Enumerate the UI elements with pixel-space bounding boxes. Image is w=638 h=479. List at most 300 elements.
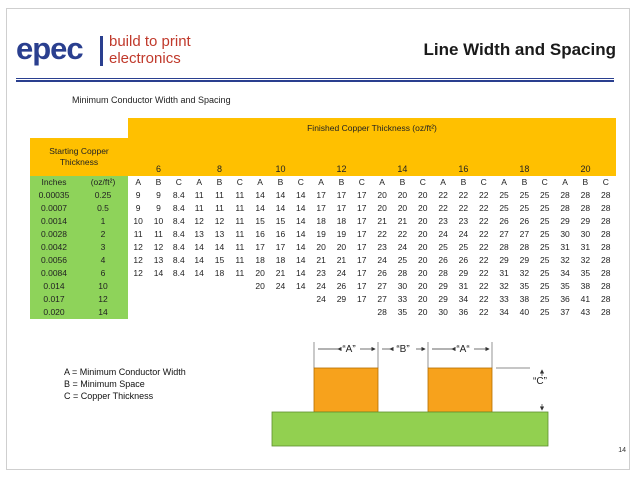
table-cell: 12 <box>133 268 143 278</box>
label-a-right: “A“ <box>456 344 470 355</box>
table-cell: 24 <box>438 229 448 239</box>
table-cell: 17 <box>357 294 367 304</box>
table-row <box>30 293 616 306</box>
table-cell: 30 <box>560 229 570 239</box>
table-cell: 26 <box>499 216 509 226</box>
table-cell <box>230 280 250 293</box>
table-cell: 20 <box>418 203 428 213</box>
col-header-c: C <box>419 177 426 187</box>
col-header-oz: (oz/ft²) <box>78 176 128 189</box>
table-cell: 25 <box>539 307 550 317</box>
table-cell: 14 <box>194 268 204 278</box>
table-cell <box>209 280 229 293</box>
table-cell: 29 <box>336 294 347 304</box>
header-rule-bottom <box>16 80 614 82</box>
table-cell: 20 <box>418 216 428 226</box>
col-header-a: A <box>562 177 568 187</box>
cell-oz: 10 <box>78 280 128 293</box>
table-cell: 17 <box>275 242 286 252</box>
table-cell: 11 <box>235 216 245 226</box>
table-cell: 17 <box>255 242 265 252</box>
cell-oz: 12 <box>78 293 128 306</box>
table-cell: 12 <box>133 242 143 252</box>
cell-oz: 0.5 <box>78 202 128 215</box>
table-cell: 25 <box>519 190 530 200</box>
finished-thickness-value: 16 <box>433 138 494 176</box>
table-cell: 31 <box>580 242 591 252</box>
table-cell: 10 <box>133 216 143 226</box>
table-cell: 14 <box>296 190 306 200</box>
col-header-a: A <box>318 177 324 187</box>
finished-thickness-value: 20 <box>555 138 616 176</box>
table-cell <box>230 293 250 306</box>
table-cell: 18 <box>336 216 347 226</box>
table-cell <box>169 280 189 293</box>
table-cell: 35 <box>519 281 530 291</box>
table-cell: 9 <box>135 203 141 213</box>
table-cell: 29 <box>458 268 469 278</box>
table-cell: 9 <box>135 190 141 200</box>
table-cell: 17 <box>336 190 347 200</box>
table-cell <box>291 306 311 319</box>
finished-thickness-value: 6 <box>128 138 189 176</box>
line-width-spacing-table <box>30 118 616 319</box>
table-cell <box>250 293 270 306</box>
table-cell: 14 <box>275 190 286 200</box>
table-cell: 20 <box>418 307 428 317</box>
table-cell: 22 <box>479 255 489 265</box>
table-cell: 17 <box>357 242 367 252</box>
table-cell: 28 <box>601 281 611 291</box>
col-header-b: B <box>582 177 589 187</box>
table-cell: 27 <box>499 229 509 239</box>
table-cell: 28 <box>601 216 611 226</box>
cell-oz: 4 <box>78 254 128 267</box>
table-cell: 26 <box>438 255 448 265</box>
table-cell: 11 <box>133 229 143 239</box>
table-cell: 22 <box>479 281 489 291</box>
table-cell: 19 <box>316 229 326 239</box>
table-cell: 21 <box>336 255 347 265</box>
table-cell: 8.4 <box>172 242 185 252</box>
table-cell: 25 <box>539 216 550 226</box>
substrate-base <box>272 412 548 446</box>
table-cell: 17 <box>357 229 367 239</box>
table-cell: 29 <box>438 294 448 304</box>
table-cell: 28 <box>377 307 387 317</box>
table-cell: 36 <box>458 307 469 317</box>
table-cell: 17 <box>316 203 326 213</box>
table-cell: 20 <box>418 242 428 252</box>
table-cell: 26 <box>458 255 469 265</box>
table-cell: 32 <box>499 281 509 291</box>
table-cell: 13 <box>194 229 204 239</box>
table-cell: 38 <box>580 281 591 291</box>
table-cell: 8.4 <box>172 190 185 200</box>
table-cell: 12 <box>153 242 164 252</box>
cell-inches: 0.0028 <box>30 228 78 241</box>
table-cell: 28 <box>601 294 611 304</box>
table-cell: 19 <box>336 229 347 239</box>
table-cell: 16 <box>275 229 286 239</box>
label-c: “C” <box>533 376 547 387</box>
table-row <box>30 215 616 228</box>
table-cell: 25 <box>539 281 550 291</box>
table-cell <box>128 293 148 306</box>
table-cell <box>291 293 311 306</box>
table-cell: 22 <box>458 203 469 213</box>
label-b: “B” <box>396 344 410 355</box>
table-cell: 8.4 <box>172 216 185 226</box>
table-cell: 8.4 <box>172 255 185 265</box>
table-cell: 26 <box>336 281 347 291</box>
cell-oz: 1 <box>78 215 128 228</box>
finished-thickness-value: 10 <box>250 138 311 176</box>
table-cell: 21 <box>316 255 326 265</box>
table-cell: 20 <box>377 203 387 213</box>
cell-inches: 0.0056 <box>30 254 78 267</box>
table-cell: 25 <box>519 203 530 213</box>
table-cell: 18 <box>275 255 286 265</box>
table-cell: 24 <box>316 294 326 304</box>
starting-copper-header-line-2: Thickness <box>59 157 99 167</box>
table-cell: 25 <box>458 242 469 252</box>
page-number: 14 <box>618 447 626 454</box>
table-cell: 20 <box>418 255 428 265</box>
finished-thickness-value: 8 <box>189 138 250 176</box>
table-cell <box>189 293 209 306</box>
table-cell: 20 <box>397 203 408 213</box>
col-header-c: C <box>175 177 182 187</box>
table-cell: 11 <box>235 242 245 252</box>
table-cell: 37 <box>560 307 570 317</box>
table-cell: 22 <box>479 268 489 278</box>
table-cell: 17 <box>316 190 326 200</box>
table-cell: 25 <box>539 294 550 304</box>
table-cell: 35 <box>397 307 408 317</box>
table-cell: 25 <box>539 255 550 265</box>
table-cell: 11 <box>235 229 245 239</box>
table-cell: 22 <box>479 242 489 252</box>
table-cell: 14 <box>153 268 164 278</box>
table-cell <box>250 306 270 319</box>
table-cell: 11 <box>235 268 245 278</box>
table-cell: 24 <box>336 268 347 278</box>
table-cell: 41 <box>580 294 591 304</box>
table-cell: 22 <box>479 307 489 317</box>
legend-item-c: C = Copper Thickness <box>64 391 154 401</box>
table-cell: 26 <box>377 268 387 278</box>
table-cell <box>230 306 250 319</box>
table-cell: 32 <box>560 255 570 265</box>
table-cell: 24 <box>377 255 387 265</box>
table-cell: 11 <box>194 190 204 200</box>
col-header-b: B <box>338 177 345 187</box>
col-header-b: B <box>399 177 406 187</box>
col-header-a: A <box>135 177 141 187</box>
table-cell <box>128 280 148 293</box>
table-cell: 14 <box>296 203 306 213</box>
table-cell: 31 <box>560 242 570 252</box>
table-cell: 25 <box>438 242 448 252</box>
table-cell <box>270 306 290 319</box>
table-cell: 8.4 <box>172 229 185 239</box>
table-cell <box>209 293 229 306</box>
legend <box>64 366 186 402</box>
starting-copper-header-line-1: Starting Copper <box>49 146 109 156</box>
table-cell <box>169 293 189 306</box>
table-cell <box>311 306 331 319</box>
table-cell: 23 <box>438 216 448 226</box>
cell-inches: 0.0042 <box>30 241 78 254</box>
finished-thickness-value: 12 <box>311 138 372 176</box>
table-cell <box>169 306 189 319</box>
col-header-a: A <box>257 177 263 187</box>
finished-header-row <box>30 118 616 138</box>
table-cell: 25 <box>539 268 550 278</box>
table-row <box>30 202 616 215</box>
table-cell: 18 <box>214 268 225 278</box>
table-cell: 20 <box>336 242 347 252</box>
col-header-c: C <box>602 177 609 187</box>
table-cell: 14 <box>296 255 306 265</box>
table-cell: 22 <box>397 229 408 239</box>
col-header-b: B <box>521 177 528 187</box>
table-cell: 20 <box>418 294 428 304</box>
table-cell: 28 <box>580 203 591 213</box>
table-cell: 28 <box>601 307 611 317</box>
table-cell: 18 <box>255 255 265 265</box>
table-row <box>30 189 616 202</box>
col-header-c: C <box>541 177 548 187</box>
table-cell: 22 <box>438 190 448 200</box>
table-cell: 14 <box>296 216 306 226</box>
table-cell: 25 <box>539 203 550 213</box>
table-cell: 13 <box>153 255 164 265</box>
table-cell: 24 <box>316 281 326 291</box>
logo-divider <box>100 36 103 66</box>
finished-thickness-value: 14 <box>372 138 433 176</box>
table-cell: 15 <box>275 216 286 226</box>
table-cell: 20 <box>397 190 408 200</box>
slide-title: Line Width and Spacing <box>423 40 616 59</box>
table-cell: 17 <box>357 281 367 291</box>
table-cell: 36 <box>560 294 570 304</box>
table-cell: 14 <box>255 190 265 200</box>
table-cell: 14 <box>296 268 306 278</box>
cell-oz: 2 <box>78 228 128 241</box>
table-cell: 14 <box>255 203 265 213</box>
table-cell: 28 <box>601 229 611 239</box>
table-cell: 34 <box>499 307 509 317</box>
trace-spacing-diagram <box>268 334 568 454</box>
table-cell: 24 <box>458 229 469 239</box>
table-cell: 10 <box>153 216 164 226</box>
thickness-values-row <box>30 138 616 176</box>
table-cell: 11 <box>154 229 163 239</box>
table-cell: 23 <box>377 242 387 252</box>
table-cell: 25 <box>539 229 550 239</box>
column-label-row <box>30 176 616 189</box>
table-cell: 22 <box>479 294 489 304</box>
table-cell: 28 <box>397 268 408 278</box>
starting-copper-header <box>30 138 128 176</box>
col-header-c: C <box>480 177 487 187</box>
logo-tagline-line-1: build to print <box>109 33 191 50</box>
table-cell: 14 <box>275 203 286 213</box>
table-cell: 30 <box>580 229 591 239</box>
table-cell: 20 <box>418 190 428 200</box>
table-cell: 29 <box>519 255 530 265</box>
table-row <box>30 254 616 267</box>
table-cell: 9 <box>156 203 161 213</box>
table-cell: 17 <box>357 268 367 278</box>
table-cell: 11 <box>194 203 204 213</box>
table-cell: 17 <box>336 203 347 213</box>
table-cell: 22 <box>479 190 489 200</box>
table-cell: 8.4 <box>172 268 185 278</box>
table-cell: 14 <box>214 242 225 252</box>
col-header-a: A <box>501 177 507 187</box>
col-header-b: B <box>277 177 284 187</box>
table-cell: 32 <box>519 268 530 278</box>
table-cell: 27 <box>377 281 387 291</box>
table-cell: 35 <box>560 281 570 291</box>
table-cell <box>148 306 168 319</box>
table-cell: 20 <box>418 229 428 239</box>
table-cell: 20 <box>316 242 326 252</box>
table-cell: 14 <box>194 255 204 265</box>
header-rule-top <box>16 78 614 79</box>
table-row <box>30 306 616 319</box>
col-header-c: C <box>358 177 365 187</box>
cell-inches: 0.00035 <box>30 189 78 202</box>
table-cell: 43 <box>580 307 591 317</box>
table-cell: 9 <box>156 190 161 200</box>
table-cell: 28 <box>499 242 509 252</box>
table-cell: 27 <box>519 229 530 239</box>
table-cell: 20 <box>255 281 265 291</box>
copper-trace-right <box>428 368 492 412</box>
table-cell: 11 <box>235 190 245 200</box>
table-cell: 29 <box>499 255 509 265</box>
table-cell: 17 <box>357 190 367 200</box>
table-cell: 29 <box>438 281 448 291</box>
table-cell: 14 <box>194 242 204 252</box>
table-cell: 28 <box>601 190 611 200</box>
table-cell <box>189 306 209 319</box>
table-cell: 24 <box>397 242 408 252</box>
table-cell: 35 <box>580 268 591 278</box>
table-cell: 29 <box>560 216 570 226</box>
table-cell: 24 <box>275 281 286 291</box>
table-cell: 32 <box>580 255 591 265</box>
table-cell: 20 <box>255 268 265 278</box>
cell-inches: 0.0007 <box>30 202 78 215</box>
table-row <box>30 228 616 241</box>
table-cell: 22 <box>438 203 448 213</box>
table-cell <box>331 306 351 319</box>
legend-item-a: A = Minimum Conductor Width <box>64 367 186 377</box>
table-cell: 30 <box>438 307 448 317</box>
table-cell <box>148 280 168 293</box>
table-cell: 20 <box>377 190 387 200</box>
table-cell <box>209 306 229 319</box>
table-cell <box>128 306 148 319</box>
col-header-c: C <box>236 177 243 187</box>
col-header-inches: Inches <box>30 176 78 189</box>
cell-oz: 3 <box>78 241 128 254</box>
table-cell: 18 <box>316 216 326 226</box>
table-cell: 8.4 <box>172 203 185 213</box>
table-cell: 33 <box>397 294 408 304</box>
table-cell: 20 <box>418 268 428 278</box>
cell-oz: 6 <box>78 267 128 280</box>
table-cell: 25 <box>499 190 509 200</box>
table-cell: 15 <box>214 255 225 265</box>
table-cell: 22 <box>479 216 489 226</box>
table-cell <box>189 280 209 293</box>
cell-inches: 0.014 <box>30 280 78 293</box>
table-cell: 31 <box>499 268 509 278</box>
table-cell: 34 <box>560 268 570 278</box>
table-row <box>30 241 616 254</box>
table-cell: 28 <box>560 190 570 200</box>
table-row <box>30 280 616 293</box>
table-cell: 15 <box>255 216 265 226</box>
table-cell: 28 <box>560 203 570 213</box>
table-cell: 26 <box>519 216 530 226</box>
cell-inches: 0.020 <box>30 306 78 319</box>
table-cell: 28 <box>601 255 611 265</box>
logo-brand: epec <box>16 31 83 66</box>
table-cell: 21 <box>275 268 286 278</box>
col-header-a: A <box>440 177 446 187</box>
table-cell: 17 <box>357 255 367 265</box>
table-cell: 40 <box>519 307 530 317</box>
table-cell: 28 <box>438 268 448 278</box>
table-cell: 31 <box>458 281 469 291</box>
table-cell: 11 <box>235 203 245 213</box>
table-cell: 22 <box>458 190 469 200</box>
table-cell: 17 <box>357 203 367 213</box>
logo-tagline <box>109 33 191 67</box>
table-cell: 33 <box>499 294 509 304</box>
table-cell: 30 <box>397 281 408 291</box>
table-cell <box>148 293 168 306</box>
table-cell: 34 <box>458 294 469 304</box>
table-cell: 22 <box>479 203 489 213</box>
table-cell: 13 <box>214 229 225 239</box>
table-subtitle: Minimum Conductor Width and Spacing <box>72 95 231 105</box>
table-cell: 21 <box>377 216 387 226</box>
col-header-b: B <box>155 177 162 187</box>
table-cell: 12 <box>133 255 143 265</box>
col-header-a: A <box>196 177 202 187</box>
finished-thickness-value: 18 <box>494 138 555 176</box>
cell-inches: 0.0084 <box>30 267 78 280</box>
table-cell: 17 <box>357 216 367 226</box>
table-cell: 12 <box>214 216 225 226</box>
finished-copper-header: Finished Copper Thickness (oz/ft²) <box>128 118 616 138</box>
copper-trace-left <box>314 368 378 412</box>
col-header-b: B <box>216 177 223 187</box>
cell-oz: 0.25 <box>78 189 128 202</box>
table-cell: 25 <box>539 190 550 200</box>
table-cell: 22 <box>377 229 387 239</box>
label-a-left: “A” <box>342 344 356 355</box>
table-cell: 25 <box>499 203 509 213</box>
